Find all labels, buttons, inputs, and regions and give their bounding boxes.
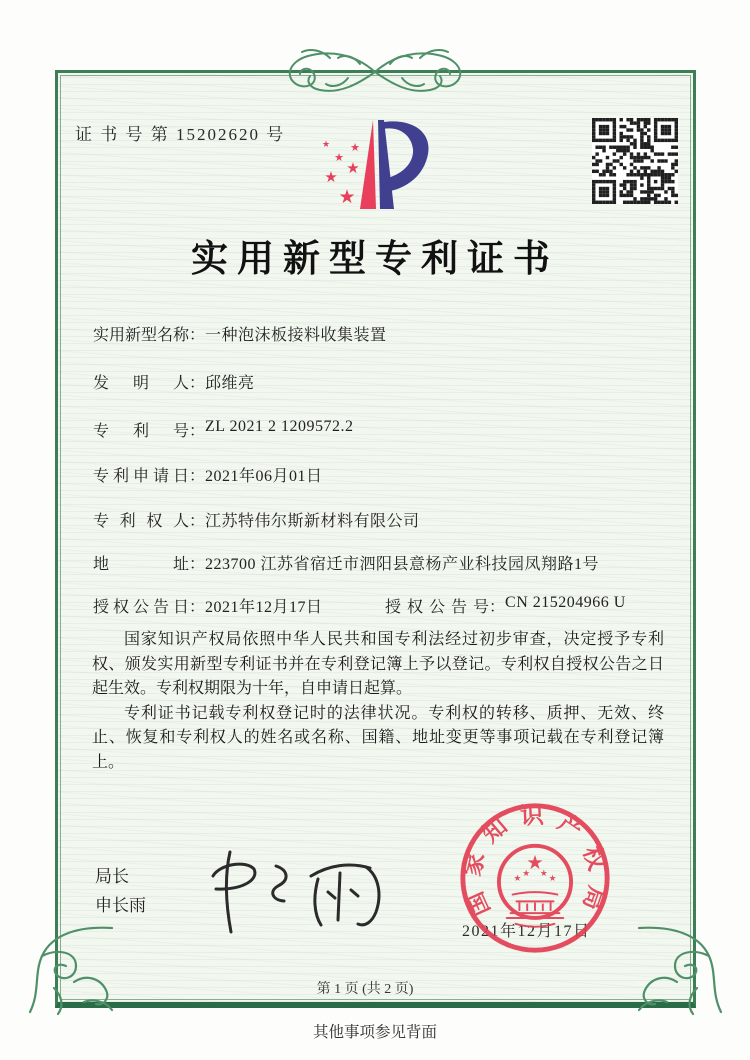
svg-text:★: ★ <box>539 869 548 880</box>
field-label: 专利号 <box>93 423 189 440</box>
svg-text:★: ★ <box>526 851 544 875</box>
svg-text:★: ★ <box>346 159 360 177</box>
field-value: 一种泡沫板接料收集装置 <box>205 327 387 344</box>
field-colon: ： <box>489 599 506 616</box>
top-floral-ornament-icon <box>260 44 490 100</box>
svg-text:★: ★ <box>338 186 356 208</box>
legal-paragraph-1: 国家知识产权局依照中华人民共和国专利法经过初步审查，决定授予专利权、颁发实用新型专利证书并在专利登记簿上予以登记。专利权自授权公告之日起生效。专利权期限为十年，自申请日起算。 <box>92 631 664 697</box>
field-label: 专利权人 <box>93 513 189 530</box>
bottom-left-corner-ornament-icon <box>24 922 119 1017</box>
seal-date: 2021年12月17日 <box>462 923 591 940</box>
signer-name: 申长雨 <box>95 896 146 915</box>
signer-title: 局长 <box>95 867 129 886</box>
field-value: 邱维亮 <box>205 375 255 392</box>
field-label: 发明人 <box>93 375 189 392</box>
svg-text:★: ★ <box>324 168 338 186</box>
field-value: ZL 2021 2 1209572.2 <box>205 418 354 435</box>
field-value: 2021年06月01日 <box>205 468 323 485</box>
legal-paragraph-2: 专利证书记载专利权登记时的法律状况。专利权的转移、质押、无效、终止、恢复和专利权人的姓名或名称、国籍、地址变更等事项记载在专利登记簿上。 <box>92 704 664 771</box>
field-colon: ： <box>189 599 206 616</box>
field-row-patentee <box>93 508 668 531</box>
field-value: 2021年12月17日 <box>205 599 323 616</box>
field-label: 实用新型名称 <box>93 327 190 344</box>
field-row-address <box>93 551 668 574</box>
handwritten-signature-icon <box>198 840 398 936</box>
field-row-name <box>93 322 668 345</box>
legal-text <box>92 628 664 775</box>
field-row-filing-date <box>93 463 668 486</box>
field-colon: ： <box>189 513 206 530</box>
field-label: 专利申请日 <box>93 468 189 485</box>
svg-text:★: ★ <box>513 873 522 884</box>
field-label: 授权公告号 <box>385 599 489 616</box>
field-value: 江苏特伟尔斯新材料有限公司 <box>205 513 420 530</box>
field-label: 授权公告日 <box>93 599 189 616</box>
field-value: CN 215204966 U <box>505 594 626 611</box>
svg-text:★: ★ <box>321 140 331 150</box>
svg-text:★: ★ <box>334 151 344 164</box>
certificate-number: 证 书 号 第 15202620 号 <box>75 125 286 144</box>
field-grant-number <box>385 594 626 617</box>
field-label: 地址 <box>93 556 189 573</box>
field-row-grant-date <box>93 594 668 617</box>
back-side-note: 其他事项参见背面 <box>312 1024 437 1041</box>
field-row-inventor <box>93 370 668 393</box>
signer-block <box>95 862 146 920</box>
field-value: 223700 江苏省宿迁市泗阳县意杨产业科技园凤翔路1号 <box>205 556 600 573</box>
field-colon: ： <box>189 468 206 485</box>
field-colon: ： <box>189 556 206 573</box>
field-colon: ： <box>189 375 206 392</box>
field-colon: ： <box>189 423 206 440</box>
seal-text: 国家知识产权局 <box>459 802 610 920</box>
cnipa-logo-icon <box>310 112 450 216</box>
certificate-title: 实用新型专利证书 <box>191 239 559 280</box>
qr-code-icon <box>592 118 678 204</box>
page-number: 第 1 页 (共 2 页) <box>316 982 414 997</box>
svg-text:★: ★ <box>522 869 531 880</box>
field-colon: ： <box>189 327 206 344</box>
bottom-right-corner-ornament-icon <box>632 922 727 1017</box>
svg-text:★: ★ <box>548 873 557 884</box>
field-row-patent-no <box>93 418 668 441</box>
svg-text:★: ★ <box>350 141 360 154</box>
